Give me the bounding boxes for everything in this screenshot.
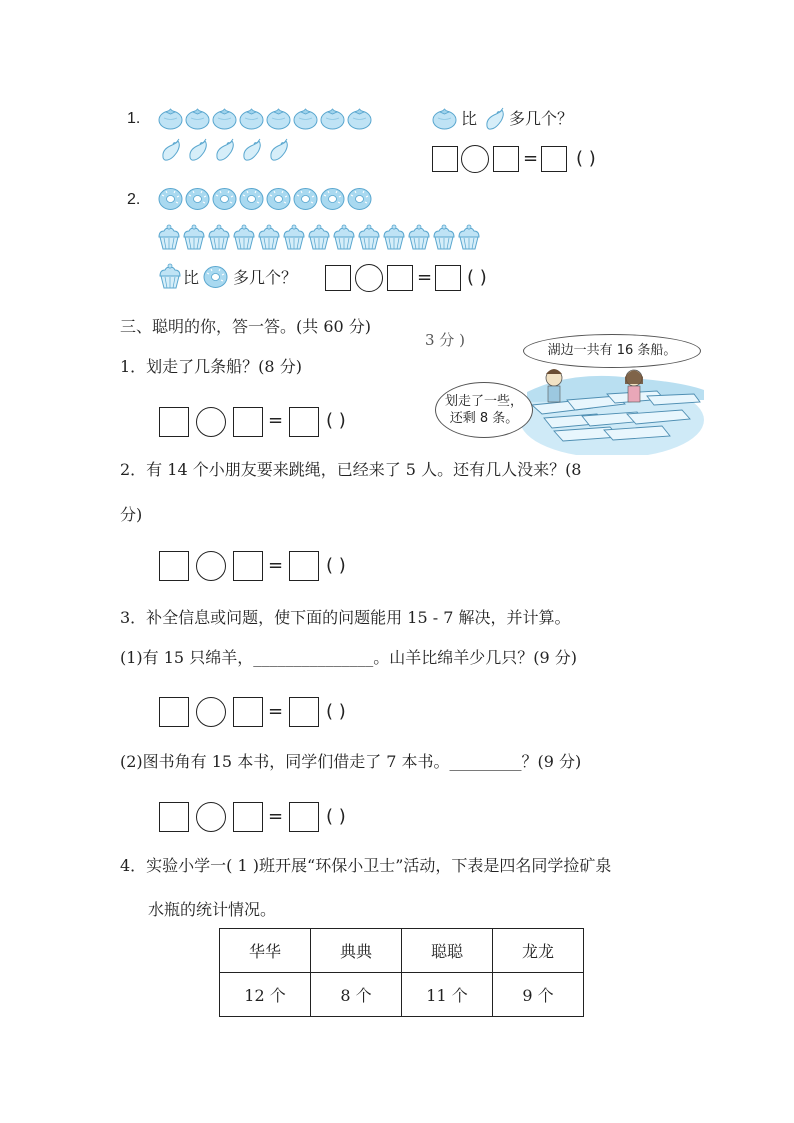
tomato-icon (239, 106, 264, 130)
table-header-cell: 龙龙 (493, 929, 584, 973)
answer-box[interactable] (159, 407, 189, 437)
speech-bubble-total: 湖边一共有 16 条船。 (523, 334, 701, 368)
table-header-row (220, 929, 584, 973)
tomato-icon (293, 106, 318, 130)
q1-compare-word: 比 (461, 109, 478, 128)
cupcake-icon (407, 223, 431, 251)
operator-circle[interactable] (461, 145, 489, 173)
cupcake-icon (282, 223, 306, 251)
eggplant-icon (482, 106, 507, 132)
q1-eggplant-row (158, 137, 293, 163)
unit-parens[interactable]: ( ) (576, 148, 596, 169)
answer-box[interactable] (289, 802, 319, 832)
bubble-line-1: 划走了一些， (444, 394, 523, 409)
donut-icon (347, 187, 372, 211)
cupcake-icon (432, 223, 456, 251)
cupcake-icon (257, 223, 281, 251)
unit-parens[interactable]: ( ) (326, 701, 346, 722)
cupcake-icon (157, 223, 181, 251)
tomato-icon (185, 106, 210, 130)
speech-bubble-rowed-away (435, 382, 533, 438)
answer-box[interactable] (233, 697, 263, 727)
operator-circle[interactable] (196, 697, 226, 727)
table-header-cell: 华华 (220, 929, 311, 973)
equals-sign: = (417, 267, 433, 288)
cupcake-icon (357, 223, 381, 251)
operator-circle[interactable] (196, 551, 226, 581)
problem2-line1: 2．有 14 个小朋友要来跳绳，已经来了 5 人。还有几人没来？(8 (120, 460, 582, 479)
table-header-cell: 典典 (311, 929, 402, 973)
answer-box[interactable] (233, 551, 263, 581)
donut-icon (158, 187, 183, 211)
equals-sign: = (268, 701, 284, 722)
donut-icon (239, 187, 264, 211)
problem3-part1: (1)有 15 只绵羊，_______________。山羊比绵羊少几只？(9 分) (120, 648, 577, 667)
cupcake-icon (158, 262, 182, 290)
q2-cupcake-row (157, 223, 482, 251)
table-header-cell: 聪聪 (402, 929, 493, 973)
operator-circle[interactable] (196, 802, 226, 832)
donut-icon (185, 187, 210, 211)
problem4-line1: 4．实验小学一( 1 )班开展“环保小卫士”活动，下表是四名同学捡矿泉 (120, 856, 612, 875)
eggplant-icon (266, 137, 291, 163)
tomato-icon (212, 106, 237, 130)
q2-question: 多几个？ (233, 268, 298, 287)
answer-box[interactable] (233, 407, 263, 437)
eggplant-icon (185, 137, 210, 163)
donut-icon (266, 187, 291, 211)
unit-parens[interactable]: ( ) (467, 267, 487, 288)
answer-box[interactable] (159, 802, 189, 832)
problem2-line2: 分) (120, 505, 143, 524)
eggplant-icon (239, 137, 264, 163)
bottle-stats-table (219, 928, 584, 1017)
table-cell: 8 个 (311, 973, 402, 1017)
table-cell: 11 个 (402, 973, 493, 1017)
q2-donut-row (158, 187, 374, 211)
problem4-line2: 水瓶的统计情况。 (148, 900, 277, 919)
cupcake-icon (307, 223, 331, 251)
cupcake-icon (207, 223, 231, 251)
donut-icon (320, 187, 345, 211)
tomato-icon (158, 106, 183, 130)
answer-box[interactable] (289, 697, 319, 727)
cupcake-icon (457, 223, 481, 251)
answer-box[interactable] (541, 146, 567, 172)
cupcake-icon (232, 223, 256, 251)
unit-parens[interactable]: ( ) (326, 555, 346, 576)
answer-box[interactable] (435, 265, 461, 291)
cupcake-icon (382, 223, 406, 251)
problem1-label: 1．划走了几条船？(8 分) (120, 357, 302, 376)
answer-box[interactable] (432, 146, 458, 172)
answer-box[interactable] (387, 265, 413, 291)
cut-off-text: 3 分 ) (425, 331, 465, 349)
q2-number: 2. (127, 191, 141, 208)
tomato-icon (320, 106, 345, 130)
donut-icon (212, 187, 237, 211)
eggplant-icon (158, 137, 183, 163)
answer-box[interactable] (233, 802, 263, 832)
donut-icon (203, 265, 228, 289)
q2-compare-word: 比 (183, 268, 200, 287)
section3-heading: 三、聪明的你，答一答。(共 60 分) (120, 317, 372, 336)
operator-circle[interactable] (355, 264, 383, 292)
q1-question: 多几个？ (509, 109, 574, 128)
cupcake-icon (332, 223, 356, 251)
tomato-icon (266, 106, 291, 130)
cupcake-icon (182, 223, 206, 251)
equals-sign: = (268, 555, 284, 576)
eggplant-icon (212, 137, 237, 163)
answer-box[interactable] (493, 146, 519, 172)
equals-sign: = (268, 410, 284, 431)
bubble-line-2: 还剩 8 条。 (449, 411, 519, 426)
answer-box[interactable] (289, 551, 319, 581)
answer-box[interactable] (325, 265, 351, 291)
tomato-icon (432, 106, 457, 130)
unit-parens[interactable]: ( ) (326, 806, 346, 827)
table-cell: 12 个 (220, 973, 311, 1017)
answer-box[interactable] (289, 407, 319, 437)
q1-number: 1. (127, 110, 141, 127)
tomato-icon (347, 106, 372, 130)
unit-parens[interactable]: ( ) (326, 410, 346, 431)
problem3-heading: 3．补全信息或问题，使下面的问题能用 15 - 7 解决，并计算。 (120, 608, 571, 627)
q1-tomato-row (158, 106, 374, 130)
table-row (220, 973, 584, 1017)
answer-box[interactable] (159, 551, 189, 581)
operator-circle[interactable] (196, 407, 226, 437)
equals-sign: = (268, 806, 284, 827)
donut-icon (293, 187, 318, 211)
table-cell: 9 个 (493, 973, 584, 1017)
problem3-part2: (2)图书角有 15 本书，同学们借走了 7 本书。_________？(9 分) (120, 752, 582, 771)
answer-box[interactable] (159, 697, 189, 727)
equals-sign: = (523, 148, 539, 169)
